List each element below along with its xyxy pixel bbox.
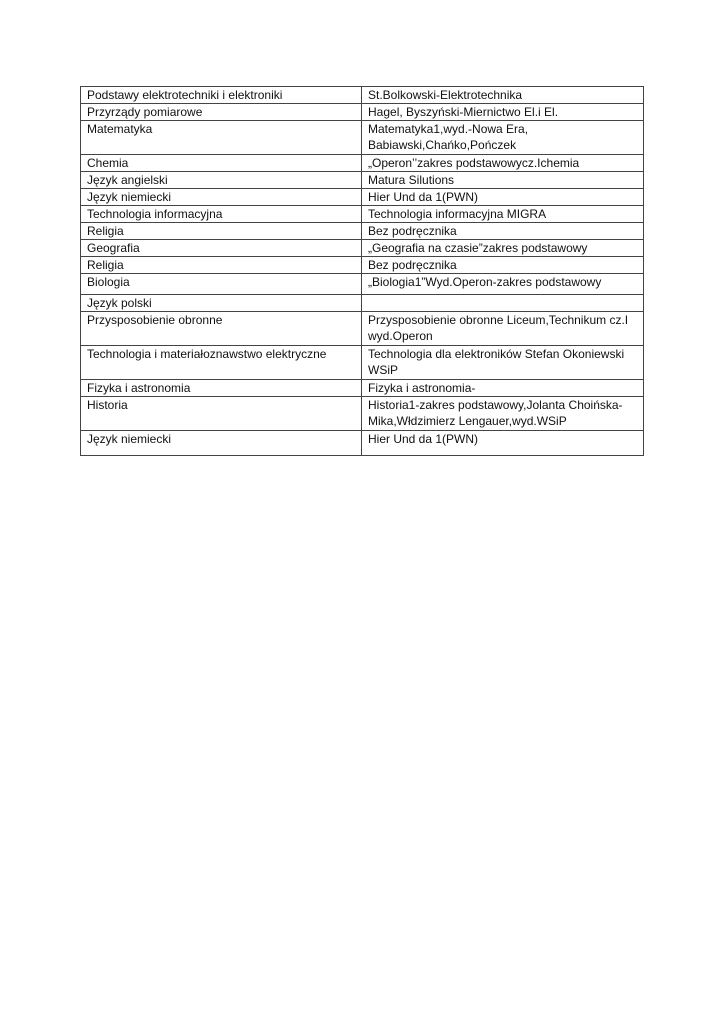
textbook-table <box>80 86 644 456</box>
book-cell <box>362 295 644 312</box>
book-cell: Matematyka1,wyd.-Nowa Era, Babiawski,Chańko,Pończek <box>362 121 644 155</box>
subject-cell: Technologia informacyjna <box>81 206 362 223</box>
book-cell: Matura Silutions <box>362 172 644 189</box>
table-row <box>81 87 644 104</box>
table-row <box>81 397 644 431</box>
table-row <box>81 104 644 121</box>
book-cell: Przysposobienie obronne Liceum,Technikum cz.I wyd.Operon <box>362 312 644 346</box>
subject-cell: Przyrządy pomiarowe <box>81 104 362 121</box>
table-row <box>81 240 644 257</box>
book-cell: Technologia dla elektroników Stefan Okoniewski WSiP <box>362 346 644 380</box>
book-cell: „Geografia na czasie”zakres podstawowy <box>362 240 644 257</box>
subject-cell: Technologia i materiałoznawstwo elektryczne <box>81 346 362 380</box>
subject-cell: Język niemiecki <box>81 431 362 456</box>
book-cell: St.Bolkowski-Elektrotechnika <box>362 87 644 104</box>
subject-cell: Język angielski <box>81 172 362 189</box>
table-row <box>81 380 644 397</box>
subject-cell: Fizyka i astronomia <box>81 380 362 397</box>
book-cell: Technologia informacyjna MIGRA <box>362 206 644 223</box>
table-row <box>81 172 644 189</box>
subject-cell: Geografia <box>81 240 362 257</box>
subject-cell: Przysposobienie obronne <box>81 312 362 346</box>
subject-cell: Religia <box>81 223 362 240</box>
book-cell: Historia1-zakres podstawowy,Jolanta Choińska-Mika,Włdzimierz Lengauer,wyd.WSiP <box>362 397 644 431</box>
book-cell: Bez podręcznika <box>362 257 644 274</box>
table-row <box>81 312 644 346</box>
table-row <box>81 346 644 380</box>
table-row <box>81 155 644 172</box>
book-cell: Bez podręcznika <box>362 223 644 240</box>
table-row <box>81 223 644 240</box>
subject-cell: Chemia <box>81 155 362 172</box>
book-cell: „Biologia1”Wyd.Operon-zakres podstawowy <box>362 274 644 295</box>
table-row <box>81 189 644 206</box>
table-row <box>81 295 644 312</box>
table-row <box>81 274 644 295</box>
table-row <box>81 257 644 274</box>
subject-cell: Biologia <box>81 274 362 295</box>
book-cell: Hier Und da 1(PWN) <box>362 189 644 206</box>
subject-cell: Historia <box>81 397 362 431</box>
table-row <box>81 206 644 223</box>
table-row <box>81 431 644 456</box>
subject-cell: Religia <box>81 257 362 274</box>
book-cell: Hagel, Byszyński-Miernictwo El.i El. <box>362 104 644 121</box>
subject-cell: Podstawy elektrotechniki i elektroniki <box>81 87 362 104</box>
subject-cell: Język polski <box>81 295 362 312</box>
table-row <box>81 121 644 155</box>
book-cell: Fizyka i astronomia- <box>362 380 644 397</box>
subject-cell: Język niemiecki <box>81 189 362 206</box>
subject-cell: Matematyka <box>81 121 362 155</box>
book-cell: Hier Und da 1(PWN) <box>362 431 644 456</box>
book-cell: „Operon’’zakres podstawowycz.Ichemia <box>362 155 644 172</box>
